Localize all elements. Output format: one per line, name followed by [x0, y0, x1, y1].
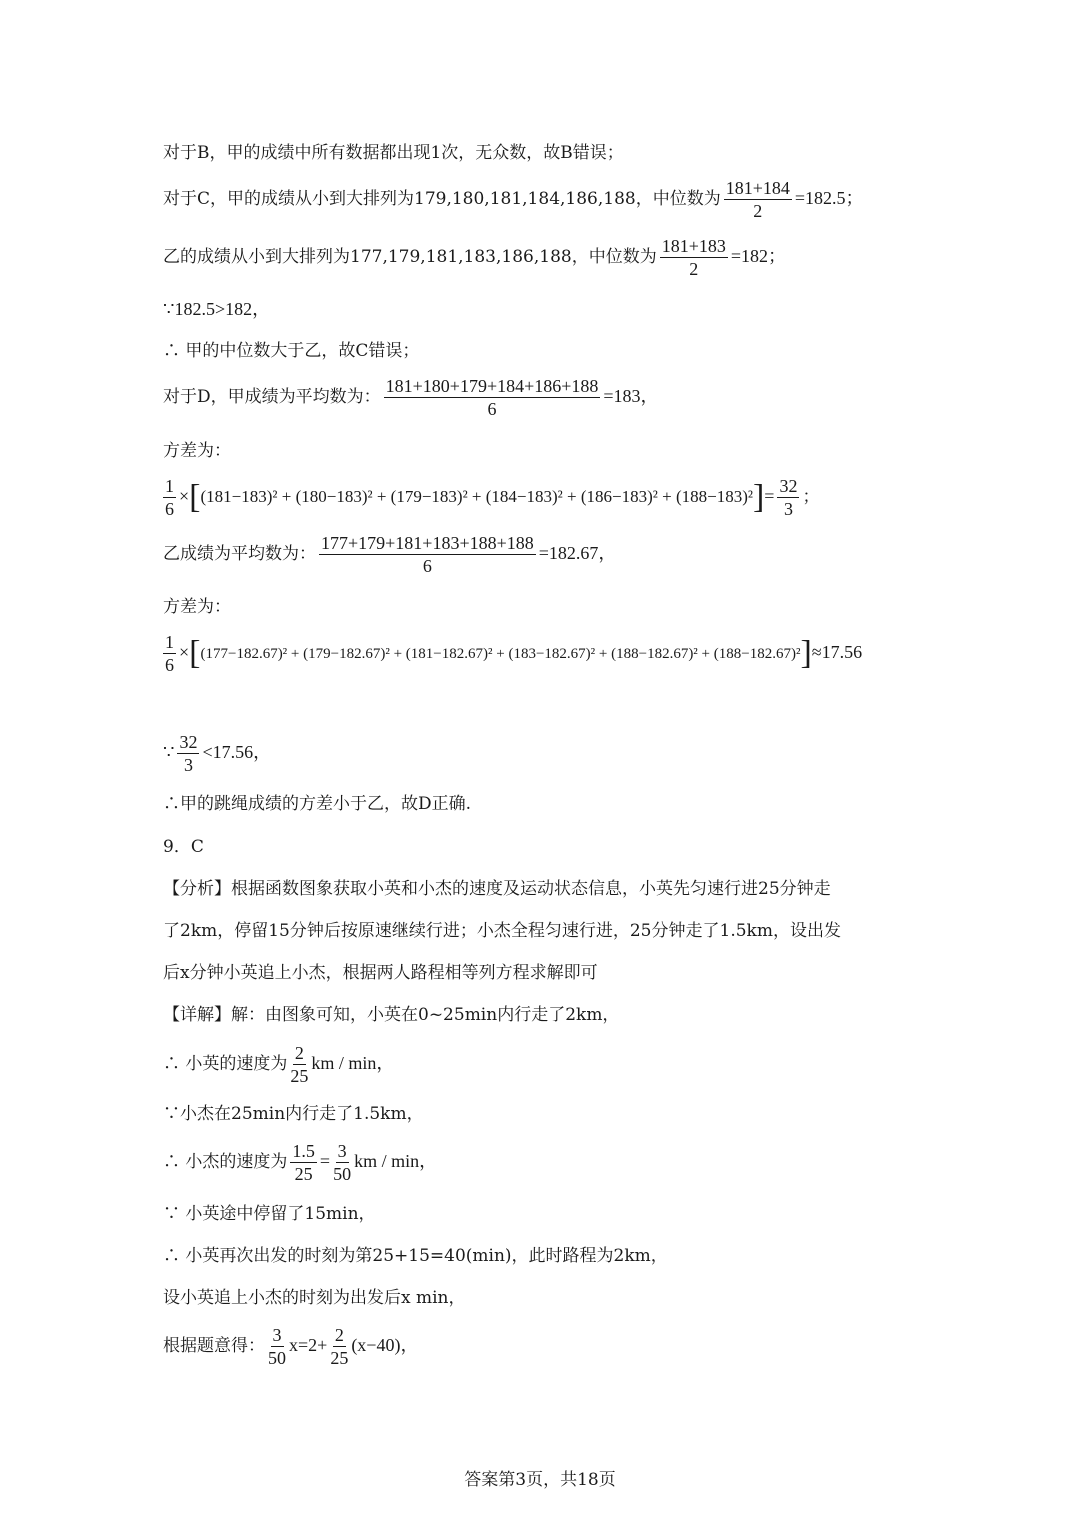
bracket-left: [ [189, 634, 201, 672]
text-segment: =183， [603, 386, 659, 406]
numerator: 177+179+181+183+188+188 [321, 533, 534, 553]
numerator: 3 [272, 1325, 282, 1345]
text-segment: ∴ 小杰的速度为 [163, 1152, 288, 1172]
text-line: 【分析】根据函数图象获取小英和小杰的速度及运动状态信息，小英先匀速行进25分钟走 [163, 879, 831, 899]
text-segment: 对于D，甲成绩为平均数为： [163, 387, 381, 407]
text-segment: 乙成绩为平均数为： [163, 544, 316, 564]
fraction [724, 178, 792, 221]
numerator: 181+183 [661, 236, 726, 256]
times-symbol: × [179, 642, 190, 662]
fraction [290, 1141, 317, 1184]
denominator: 3 [783, 499, 793, 519]
denominator: 25 [290, 1066, 309, 1086]
denominator: 25 [294, 1164, 313, 1184]
numerator: 32 [179, 732, 198, 752]
text-line: ∴甲的跳绳成绩的方差小于乙，故D正确. [163, 794, 472, 814]
text-line: 【详解】解：由图象可知，小英在0~25min内行走了2km， [163, 1005, 620, 1025]
denominator: 6 [165, 655, 174, 675]
question-number: 9．C [163, 837, 204, 857]
text-line: ∴ 甲的中位数大于乙，故C错误； [163, 341, 420, 361]
text-segment: =182.67， [538, 543, 617, 563]
fraction [660, 236, 728, 279]
denominator: 3 [183, 755, 193, 775]
bracket-right: ] [800, 634, 812, 672]
numerator: 32 [779, 476, 798, 496]
equation-line [163, 1325, 418, 1368]
bracket-right: ] [752, 478, 765, 516]
text-segment: (177−182.67)² + (179−182.67)² + (181−182.67)² + (183−182.67)² + (188−182.67)² + (188−182.67)² [200, 646, 801, 662]
text-line: ∵ 小英途中停留了15min， [163, 1204, 376, 1224]
text-segment: 对于C，甲的成绩从小到大排列为179,180,181,184,186,188，中位数为 [163, 189, 721, 209]
fraction [177, 732, 199, 775]
fraction [333, 1141, 351, 1184]
numerator: 3 [337, 1141, 347, 1161]
numerator: 2 [294, 1043, 304, 1063]
median-line-a [163, 178, 864, 221]
text-line: 后x分钟小英追上小杰，根据两人路程相等列方程求解即可 [163, 963, 598, 983]
numerator: 1 [165, 632, 174, 652]
text-line: ∵小杰在25min内行走了1.5km， [163, 1104, 424, 1124]
variance-line-a [163, 476, 819, 519]
text-line: 设小英追上小杰的时刻为出发后x min， [163, 1288, 466, 1308]
equals-symbol: = [319, 1151, 331, 1171]
numerator: 181+184 [725, 178, 790, 198]
fraction [777, 476, 799, 519]
fraction [268, 1325, 286, 1368]
text-segment: x=2+ [289, 1335, 328, 1355]
text-line: ∵182.5>182， [163, 299, 271, 319]
text-segment: ∵ [163, 742, 175, 762]
fraction [319, 533, 536, 576]
fraction [330, 1325, 348, 1368]
denominator: 50 [333, 1164, 352, 1184]
fraction [384, 376, 601, 419]
equals-symbol: = [764, 486, 775, 506]
denominator: 6 [422, 556, 432, 576]
numerator: 181+180+179+184+186+188 [385, 376, 599, 396]
text-line: 对于B，甲的成绩中所有数据都出现1次，无众数，故B错误； [163, 143, 624, 163]
fraction [163, 476, 176, 519]
variance-line-b [163, 632, 862, 675]
bracket-left: [ [189, 478, 201, 516]
text-segment: (x−40)， [351, 1335, 419, 1355]
mean-line-a [163, 376, 659, 419]
denominator: 25 [330, 1348, 349, 1368]
text-segment: ∴ 小英的速度为 [163, 1054, 288, 1074]
text-line: ∴ 小英再次出发的时刻为第25+15=40(min)，此时路程为2km， [163, 1246, 668, 1266]
numerator: 1.5 [292, 1141, 315, 1161]
text-segment: =182； [730, 246, 787, 266]
compare-line [163, 732, 271, 775]
times-symbol: × [179, 486, 190, 506]
denominator: 2 [689, 259, 699, 279]
text-segment: 根据题意得： [163, 1336, 265, 1356]
text-line: 了2km，停留15分钟后按原速继续行进；小杰全程匀速行进，25分钟走了1.5km，设出发 [163, 921, 841, 941]
text-segment: 乙的成绩从小到大排列为177,179,181,183,186,188，中位数为 [163, 247, 657, 267]
text-segment: ； [802, 487, 820, 507]
median-line-b [163, 236, 786, 279]
fraction [163, 632, 176, 675]
denominator: 6 [487, 399, 497, 419]
page-footer: 答案第3页，共18页 [464, 1470, 616, 1490]
text-segment: km / min， [311, 1053, 395, 1073]
text-segment: =182.5； [794, 188, 864, 208]
denominator: 50 [268, 1348, 286, 1368]
denominator: 2 [753, 201, 763, 221]
mean-line-b [163, 533, 616, 576]
text-line: 方差为： [163, 597, 231, 617]
text-segment: ≈17.56 [811, 642, 863, 662]
fraction [290, 1043, 308, 1086]
numerator: 2 [334, 1325, 344, 1345]
numerator: 1 [165, 476, 174, 496]
text-line: 方差为： [163, 441, 231, 461]
speed-line-b [163, 1141, 437, 1184]
text-segment: <17.56， [202, 742, 272, 762]
denominator: 6 [165, 499, 174, 519]
speed-line-a [163, 1043, 394, 1086]
text-segment: km / min， [354, 1151, 438, 1171]
text-segment: (181−183)² + (180−183)² + (179−183)² + (184−183)² + (186−183)² + (188−183)² [200, 487, 753, 506]
